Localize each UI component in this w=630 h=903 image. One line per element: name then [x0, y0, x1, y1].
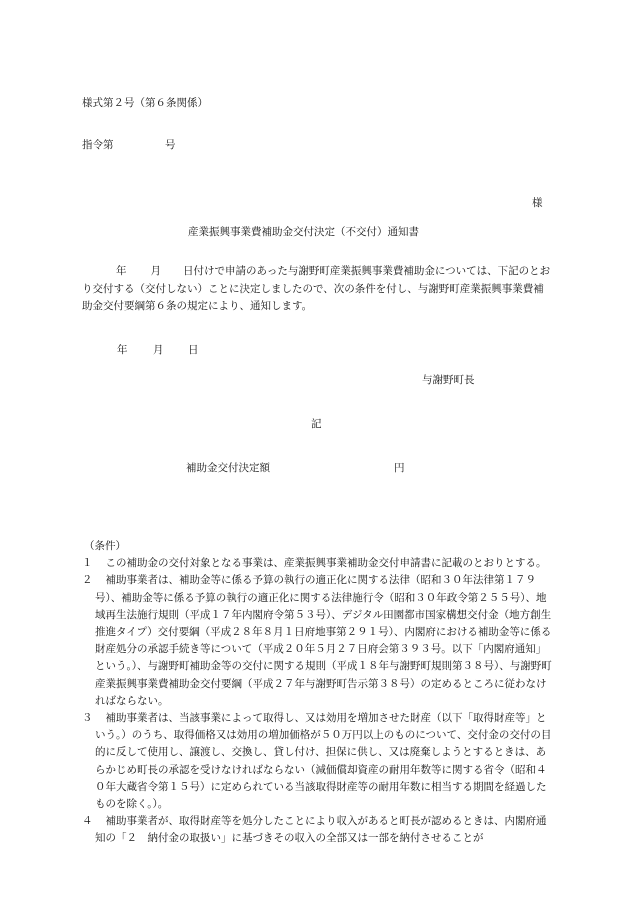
condition-item	[82, 572, 556, 710]
conditions-list	[82, 538, 556, 848]
date-year: 年	[117, 344, 128, 356]
condition-number: １	[82, 557, 93, 570]
condition-item	[82, 813, 556, 847]
amount-label: 補助金交付決定額	[186, 462, 270, 474]
directive-suffix: 号	[165, 139, 176, 151]
condition-number: ２	[82, 574, 93, 587]
condition-number: ４	[82, 815, 93, 828]
condition-text: 補助事業者が、取得財産等を処分したことにより収入があると町長が認めるときは、内閣府通知の「２ 納付金の取扱い」に基づきその収入の全部又は一部を納付させることが	[95, 815, 547, 845]
condition-text: この補助金の交付対象となる事業は、産業振興事業補助金交付申請書に記載のとおりとする。	[105, 557, 547, 570]
intro-year: 年	[116, 265, 127, 277]
date-day: 日	[188, 344, 199, 356]
intro-paragraph	[82, 263, 554, 316]
condition-number: ３	[82, 712, 93, 725]
condition-text: 補助事業者は、補助金等に係る予算の執行の適正化に関する法律（昭和３０年法律第１７９号）、補助金等に係る予算の執行の適正化に関する法律施行令（昭和３０年政令第２５５号）、地域再生法施行規則（平成１７年内閣府令第５３号）、デジタル田園都市国家構想交付金（地方創生推進タイプ）交付要綱（平成２８年８月１日府地事第２９１号）、内閣府における補助金等に係る財産処分の承認手続き等について（平成２０年５月２７日府会第３９３号。以下「内閣府通知」という。）、与謝野町補助金等の交付に関する規則（平成１８年与謝野町規則第３８号）、与謝野町産業振興事業費補助金交付要綱（平成２７年与謝野町告示第３８号）の定めるところに従わなければならない。	[95, 574, 552, 707]
condition-item	[82, 555, 556, 572]
addressee-suffix: 様	[532, 197, 543, 209]
form-number: 様式第２号（第６条関係）	[82, 97, 208, 109]
intro-month: 月	[150, 265, 161, 277]
intro-body: 日付けで申請のあった与謝野町産業振興事業費補助金については、下記のとおり交付する（交付しない）ことに決定しましたので、次の条件を付し、与謝野町産業振興事業費補助金交付要綱第６条の規定により、通知します。	[82, 265, 551, 312]
conditions-heading: （条件）	[84, 540, 126, 552]
condition-text: 補助事業者は、当該事業によって取得し、又は効用を増加させた財産（以下「取得財産等」という。）のうち、取得価格又は効用の増加価格が５０万円以上のものについて、交付金の交付の目的に反して使用し、譲渡し、交換し、貸し付け、担保に供し、又は廃棄しようとするときは、あらかじめ町長の承認を受けなければならない（減価償却資産の耐用年数等に関する省令（昭和４０年大蔵省令第１５号）に定められている当該取得財産等の耐用年数に相当する期間を経過したものを除く。）。	[95, 712, 552, 811]
condition-item	[82, 710, 556, 813]
document-title: 産業振興事業費補助金交付決定（不交付）通知書	[188, 226, 419, 238]
issuer: 与謝野町長	[422, 374, 475, 386]
amount-unit: 円	[394, 462, 405, 474]
date-month: 月	[153, 344, 164, 356]
ki-marker: 記	[311, 418, 322, 430]
directive-label: 指令第	[82, 139, 114, 151]
